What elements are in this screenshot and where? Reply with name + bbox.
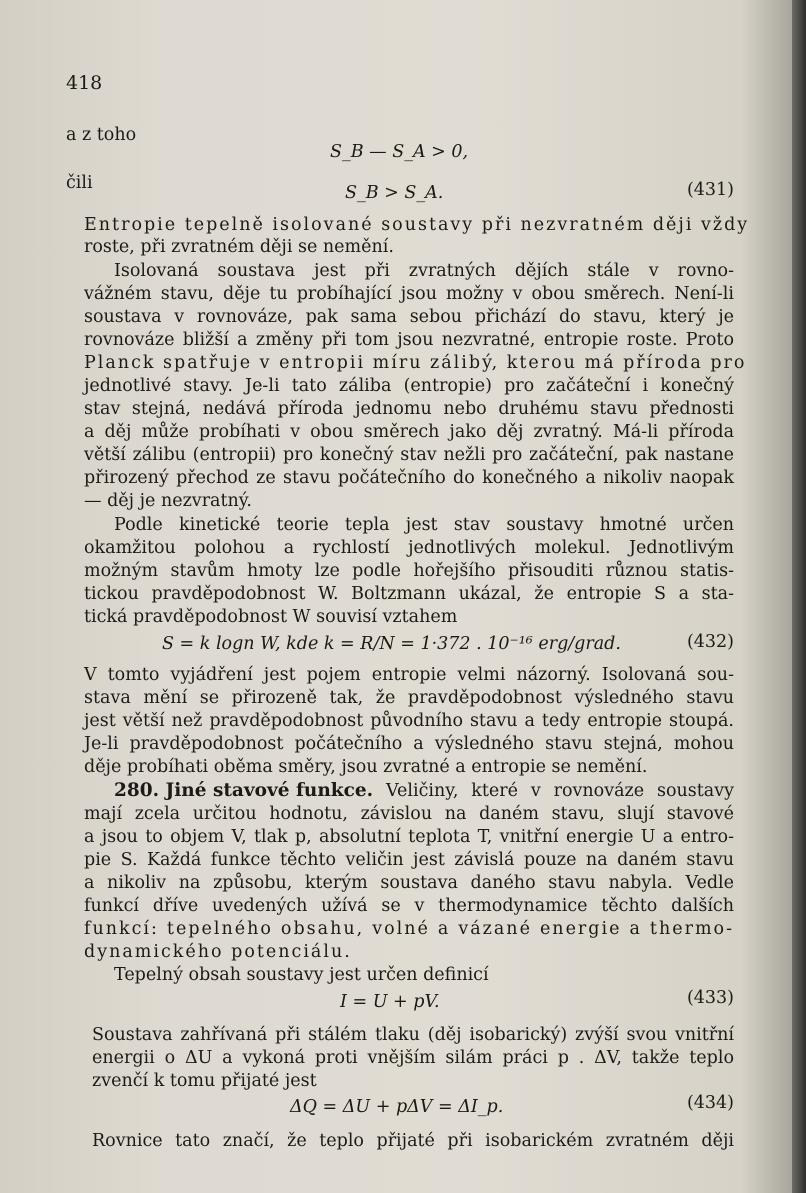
text-line: zvenčí k tomu přijaté jest [92,1071,317,1091]
text-line: mají zcela určitou hodnotu, závislou na daném stavu, slují stavové [84,804,734,824]
text-line: Entropie tepelně isolované soustavy při nezvratném ději vždy [84,215,750,235]
text-line: dynamického potenciálu. [84,942,352,962]
text-line: Rovnice tato značí, že teplo přijaté při isobarickém zvratném ději [92,1131,734,1151]
text-line: funkcí dříve uvedených užívá se v thermodynamice těchto dalších [84,896,734,916]
text-line: roste, při zvratném ději se nemění. [84,237,394,257]
text-line: pie S. Každá funkce těchto veličin jest závislá pouze na daném stavu [84,850,734,870]
equation-number: (431) [686,180,734,200]
equation: S = k logn W, kde k = R/N = 1·372 . 10⁻¹⁶ erg/grad. [162,634,621,654]
equation-number: (433) [686,988,734,1008]
text-line: funkcí: tepelného obsahu, volné a vázané energie a thermo- [84,919,734,939]
text-line: energii o ΔU a vykoná proti vnějším silám práci p . ΔV, takže teplo [92,1048,734,1068]
text-line: — děj je nezvratný. [84,491,252,511]
text-line: a z toho [66,125,137,145]
text-line: okamžitou polohou a rychlostí jednotlivých molekul. Jednotlivým [84,538,734,558]
text-line: Veličiny, které v rovnováze soustavy [386,781,734,801]
equation: I = U + pV. [340,992,440,1012]
text-line: V tomto vyjádření jest pojem entropie velmi názorný. Isolovaná sou- [84,665,734,685]
binding-edge [792,0,806,1193]
text-line: stav stejná, nedává příroda jednomu nebo druhému stavu přednosti [84,399,734,419]
text-line: Podle kinetické teorie tepla jest stav soustavy hmotné určen [114,515,734,535]
text-line: Planck spatřuje v entropii míru zálibý, kterou má příroda pro [84,353,747,373]
equation: S_B > S_A. [345,183,444,203]
text-line: Isolovaná soustava jest při zvratných dějích stále v rovno- [114,261,734,281]
equation: ΔQ = ΔU + pΔV = ΔI_p. [290,1097,504,1117]
section-heading: 280. Jiné stavové funkce. [114,780,374,801]
text-line: Je-li pravděpodobnost počátečního a výsledného stavu stejná, mohou [84,734,734,754]
text-line: větší zálibu (entropii) pro konečný stav nežli pro začáteční, pak nastane [84,445,734,465]
text-line: a děj může probíhati v obou směrech jako děj zvratný. Má-li příroda [84,422,734,442]
text-line: Tepelný obsah soustavy jest určen definicí [114,965,489,985]
text-line: děje probíhati oběma směry, jsou zvratné a entropie se nemění. [84,757,648,777]
equation-number: (434) [686,1093,734,1113]
text-line: jednotlivé stavy. Je-li tato záliba (entropie) pro začáteční i konečný [84,376,734,396]
text-line: soustava v rovnováze, pak sama sebou přichází do stavu, který je [84,307,734,327]
text-line: Soustava zahřívaná při stálém tlaku (děj isobarický) zvýší svou vnitřní [92,1025,734,1045]
text-line: tická pravděpodobnost W souvisí vztahem [84,607,458,627]
text-line: rovnováze bližší a změny při tom jsou nezvratné, entropie roste. Proto [84,330,734,350]
text-line: jest větší než pravděpodobnost původního stavu a tedy entropie stoupá. [84,711,734,731]
text-line: možným stavům hmoty lze podle hořejšího přisouditi různou statis- [84,561,734,581]
text-line: stava mění se přirozeně tak, že pravděpodobnost výsledného stavu [84,688,734,708]
text-line: vážném stavu, děje tu probíhající jsou možny v obou směrech. Není-li [84,284,734,304]
equation-number: (432) [686,632,734,652]
text-line: tickou pravděpodobnost W. Boltzmann ukázal, že entropie S a sta- [84,584,734,604]
text-line: a nikoliv na způsobu, kterým soustava daného stavu nabyla. Vedle [84,873,734,893]
text-line: čili [66,173,93,193]
page-number: 418 [66,72,103,94]
text-line: a jsou to objem V, tlak p, absolutní teplota T, vnitřní energie U a entro- [84,827,734,847]
text-line: přirozený přechod ze stavu počátečního do konečného a nikoliv naopak [84,468,734,488]
equation: S_B — S_A > 0, [330,142,469,162]
